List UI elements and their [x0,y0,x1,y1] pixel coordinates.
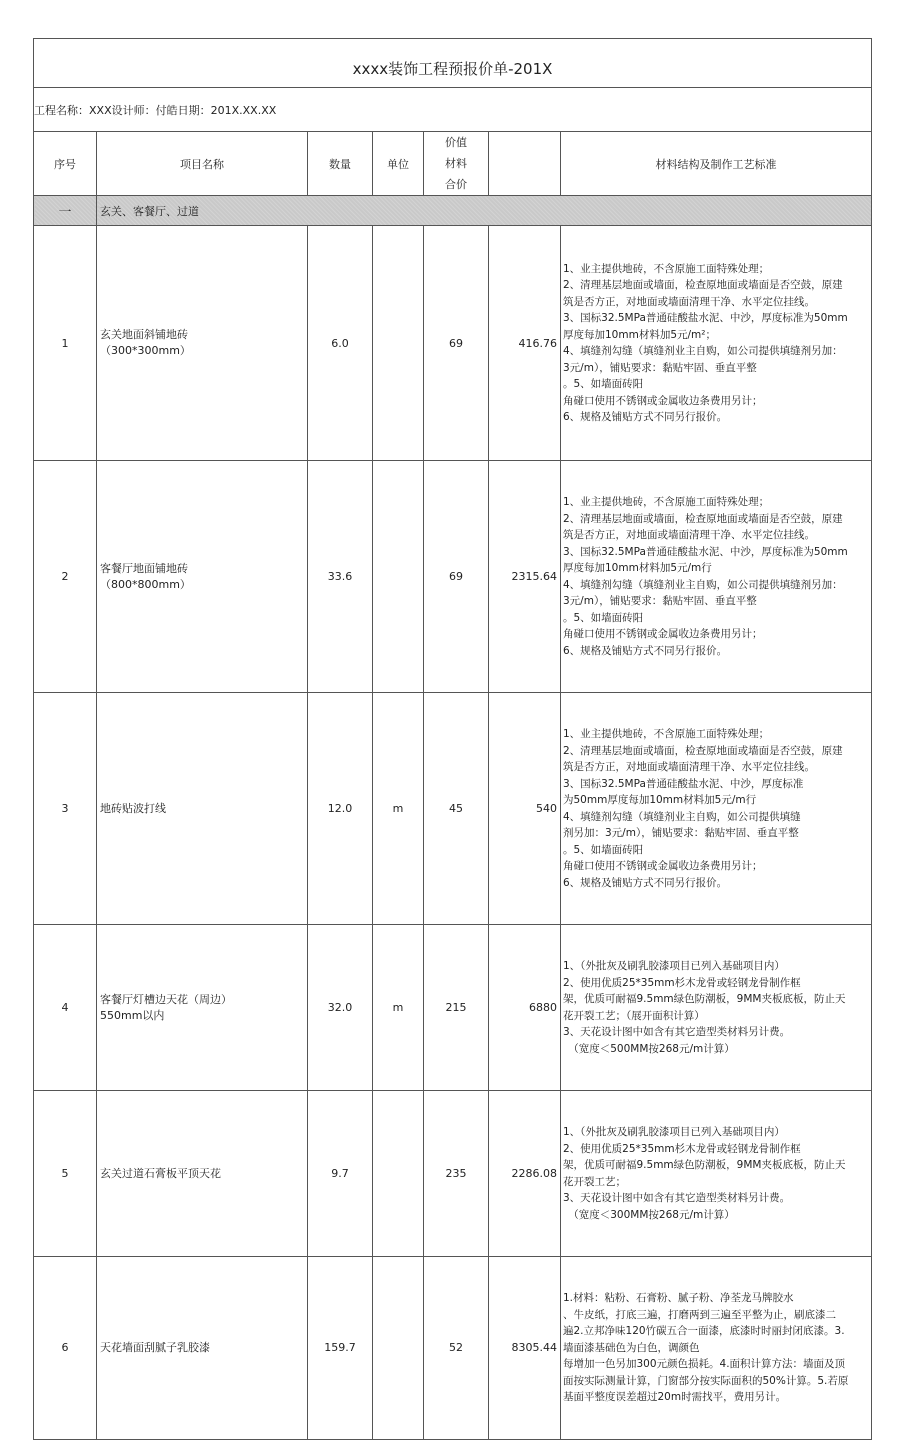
row-total: 8305.44 [489,1257,561,1440]
spec-line: 每增加一色另加300元颜色损耗。4.面积计算方法：墙面及顶 [563,1358,846,1370]
header-spec: 材料结构及制作工艺标准 [561,132,872,196]
row-no: 2 [34,461,97,693]
header-name: 项目名称 [97,132,308,196]
row-name-line1: 玄关地面斜铺地砖 [100,328,188,341]
row-qty: 33.6 [308,461,373,693]
spec-line: 花开裂工艺；（展开面积计算） [563,1009,705,1022]
spec-line: 1、（外批灰及刷乳胶漆项目已列入基础项目内） [563,1126,785,1138]
row-name [97,693,308,925]
spec-line: 3、国标32.5MPa普通硅酸盐水泥、中沙，厚度标准 [563,777,804,790]
row-total: 6880 [489,925,561,1091]
quote-table [33,38,872,1440]
table-row [34,226,872,461]
header-blank [489,132,561,196]
row-price: 45 [424,693,489,925]
spec-line: 筑是否方正，对地面或墙面清理干净、水平定位挂线。 [563,761,815,773]
spec-line: 3、国标32.5MPa普通硅酸盐水泥、中沙，厚度标准为50mm [563,312,848,324]
row-price: 215 [424,925,489,1091]
row-spec [561,1091,872,1257]
spec-line: 1、（外批灰及刷乳胶漆项目已列入基础项目内） [563,960,785,972]
spec-line: 2、清理基层地面或墙面，检查原地面或墙面是否空鼓，原建 [563,279,843,291]
row-qty: 159.7 [308,1257,373,1440]
spec-line: 厚度每加10mm材料加5元/m²； [563,328,716,341]
spec-line: 3、国标32.5MPa普通硅酸盐水泥、中沙，厚度标准为50mm [563,545,848,558]
row-qty: 12.0 [308,693,373,925]
spec-line: 2、清理基层地面或墙面，检查原地面或墙面是否空鼓，原建 [563,744,843,757]
spec-line: 厚度每加10mm材料加5元/m行 [563,562,712,574]
spec-line: 架，优质可耐福9.5mm绿色防潮板，9MM夹板底板，防止天 [563,993,846,1005]
row-unit [373,1091,424,1257]
row-total: 540 [489,693,561,925]
row-spec [561,693,872,925]
spec-line: 角碰口使用不锈钢或金属收边条费用另计； [563,394,763,407]
spec-line: 3、天花设计图中如含有其它造型类材料另计费。 [563,1026,791,1038]
header-row [34,132,872,196]
table-row [34,925,872,1091]
spec-line: 筑是否方正，对地面或墙面清理干净、水平定位挂线。 [563,529,815,541]
header-unit: 单位 [373,132,424,196]
spec-line: 3、天花设计图中如含有其它造型类材料另计费。 [563,1192,791,1204]
header-price-mid: 材料 [445,157,467,170]
spec-line: 、牛皮纸，打底三遍，打磨两到三遍至平整为止，刷底漆二 [563,1308,836,1321]
row-name [97,925,308,1091]
row-spec [561,226,872,461]
row-price: 235 [424,1091,489,1257]
row-spec [561,925,872,1091]
row-name-line1: 玄关过道石膏板平顶天花 [100,1166,221,1180]
row-price: 52 [424,1257,489,1440]
row-qty: 32.0 [308,925,373,1091]
spec-line: 。5、如墙面砖阳 [563,611,644,624]
spec-line: 墙面漆基础色为白色，调颜色 [563,1341,700,1354]
spec-line: 4、填缝剂勾缝（填缝剂业主自购，如公司提供填缝剂另加： [563,578,843,591]
row-unit [373,461,424,693]
spec-line: 3元/m），铺贴要求：黏贴牢固、垂直平整 [563,595,757,607]
spec-line: 1、业主提供地砖，不含原施工面特殊处理； [563,496,770,508]
spec-line: 4、填缝剂勾缝（填缝剂业主自购，如公司提供填缝剂另加： [563,345,843,357]
spec-line: 角碰口使用不锈钢或金属收边条费用另计； [563,628,763,640]
row-name [97,1091,308,1257]
spec-line: 花开裂工艺； [563,1175,626,1188]
row-name [97,226,308,461]
project-info: 工程名称：XXX设计师：付皓日期：201X.XX.XX [34,88,872,132]
spec-line: 面按实际测量计算，门窗部分按实际面积的50%计算。5.若原 [563,1374,849,1387]
spec-line: 角碰口使用不锈钢或金属收边条费用另计； [563,860,763,872]
spec-line: 2、使用优质25*35mm杉木龙骨或轻钢龙骨制作框 [563,1142,801,1155]
document-title: xxxx装饰工程预报价单-201X [34,39,872,88]
section-row [34,196,872,226]
spec-line: 1、业主提供地砖，不含原施工面特殊处理； [563,728,770,740]
row-no: 4 [34,925,97,1091]
row-price: 69 [424,226,489,461]
row-name-line2: 550mm以内 [100,1008,165,1022]
section-no: 一 [34,196,97,226]
row-name-line2: （300*300mm） [100,344,191,357]
row-qty: 9.7 [308,1091,373,1257]
table-row [34,1257,872,1440]
spec-line: 2、使用优质25*35mm杉木龙骨或轻钢龙骨制作框 [563,976,801,989]
spec-line: 架，优质可耐福9.5mm绿色防潮板，9MM夹板底板，防止天 [563,1159,846,1171]
spec-line: 6、规格及铺贴方式不同另行报价。 [563,411,728,423]
spec-line: 。5、如墙面砖阳 [563,843,644,856]
row-no: 5 [34,1091,97,1257]
row-name-line1: 天花墙面刮腻子乳胶漆 [100,1340,210,1354]
section-name: 玄关、客餐厅、过道 [97,196,872,226]
spec-line: 6、规格及铺贴方式不同另行报价。 [563,876,728,889]
spec-line: 。5、如墙面砖阳 [563,378,644,390]
spec-line: 剂另加：3元/m），铺贴要求：黏贴牢固、垂直平整 [563,827,799,839]
table-row [34,461,872,693]
row-name-line1: 客餐厅地面铺地砖 [100,561,188,575]
row-name-line2: （800*800mm） [100,577,191,591]
header-qty: 数量 [308,132,373,196]
header-price [424,132,489,196]
row-name-line1: 客餐厅灯槽边天花（周边） [100,992,232,1006]
table-row [34,1091,872,1257]
row-no: 1 [34,226,97,461]
row-unit: m [373,925,424,1091]
row-total: 2315.64 [489,461,561,693]
spec-line: （宽度＜300MM按268元/m计算） [563,1208,735,1221]
row-unit [373,1257,424,1440]
spec-line: 筑是否方正，对地面或墙面清理干净、水平定位挂线。 [563,295,815,308]
spec-line: 4、填缝剂勾缝（填缝剂业主自购，如公司提供填缝 [563,810,801,823]
row-name-line1: 地砖贴波打线 [100,801,166,815]
row-spec [561,1257,872,1440]
row-total: 416.76 [489,226,561,461]
spec-line: 2、清理基层地面或墙面，检查原地面或墙面是否空鼓，原建 [563,512,843,525]
spec-line: 为50mm厚度每加10mm材料加5元/m行 [563,794,757,806]
spec-line: 6、规格及铺贴方式不同另行报价。 [563,644,728,657]
row-unit [373,226,424,461]
row-name [97,461,308,693]
header-price-top: 价值 [445,136,467,149]
spec-line: 基面平整度误差超过20m时需找平，费用另计。 [563,1391,787,1403]
header-no: 序号 [34,132,97,196]
row-unit: m [373,693,424,925]
spec-line: 3元/m），铺贴要求：黏贴牢固、垂直平整 [563,361,757,374]
spec-line: （宽度＜500MM按268元/m计算） [563,1042,735,1055]
spec-line: 1、业主提供地砖，不含原施工面特殊处理； [563,262,770,275]
row-no: 3 [34,693,97,925]
row-total: 2286.08 [489,1091,561,1257]
spec-line: 遍2.立邦净味120竹碳五合一面漆，底漆时时丽封闭底漆。3. [563,1325,845,1337]
table-row [34,693,872,925]
row-qty: 6.0 [308,226,373,461]
spec-line: 1.材料：粘粉、石膏粉、腻子粉、净荃龙马牌胶水 [563,1292,794,1304]
row-price: 69 [424,461,489,693]
row-no: 6 [34,1257,97,1440]
header-price-bottom: 合价 [445,178,467,191]
row-spec [561,461,872,693]
row-name [97,1257,308,1440]
